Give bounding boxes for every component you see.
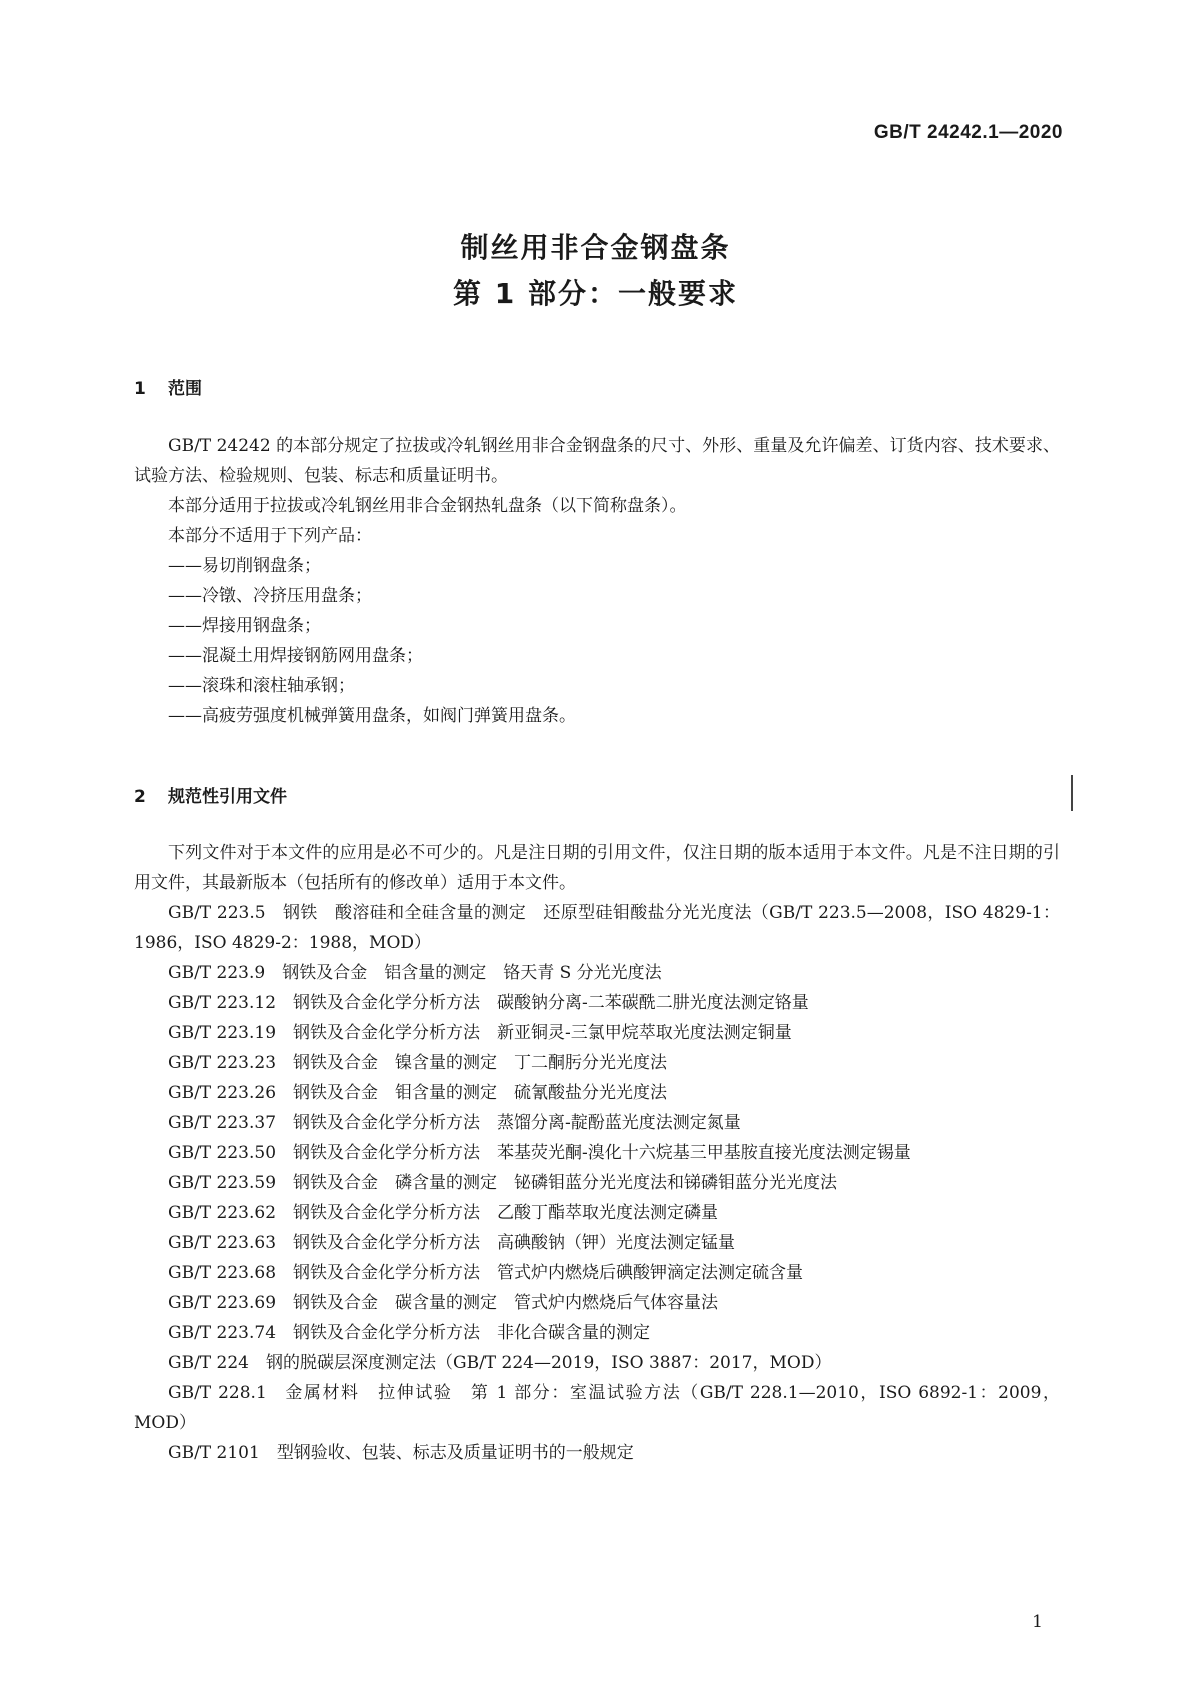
reference-title: 钢铁及合金 铝含量的测定 铬天青 S 分光光度法 [282,963,662,983]
reference-title: 金属材料 拉伸试验 第 1 部分：室温试验方法（GB/T 228.1—2010，ISO 6892-1：2009，MOD） [134,1383,1060,1433]
document-title-line2: 第 1 部分：一般要求 [453,277,738,310]
scope-paragraph: 本部分不适用于下列产品： [168,526,372,546]
reference-title: 钢铁及合金化学分析方法 蒸馏分离-靛酚蓝光度法测定氮量 [293,1113,741,1133]
section-2-title: 规范性引用文件 [168,787,287,807]
reference-item [134,1318,1060,1348]
reference-code: GB/T 223.62 [168,1203,277,1223]
list-item: ——高疲劳强度机械弹簧用盘条，如阀门弹簧用盘条。 [168,706,576,726]
reference-title: 钢铁及合金化学分析方法 乙酸丁酯萃取光度法测定磷量 [293,1203,719,1223]
reference-title: 钢铁及合金化学分析方法 管式炉内燃烧后碘酸钾滴定法测定硫含量 [293,1263,804,1283]
reference-title: 钢铁及合金 碳含量的测定 管式炉内燃烧后气体容量法 [293,1293,719,1313]
reference-item [134,1348,1060,1378]
section-1-heading [134,374,202,399]
list-item: ——混凝土用焊接钢筋网用盘条； [168,646,423,666]
reference-item [134,1168,1060,1198]
reference-code: GB/T 223.26 [168,1083,277,1103]
reference-code: GB/T 223.5 [168,903,266,923]
reference-item [134,1078,1060,1108]
list-item: ——冷镦、冷挤压用盘条； [168,586,372,606]
section-2-heading [134,782,287,807]
list-item: ——焊接用钢盘条； [168,616,321,636]
reference-item [134,1048,1060,1078]
list-item: ——滚珠和滚柱轴承钢； [168,676,355,696]
standard-number: GB/T 24242.1—2020 [873,122,1063,143]
reference-item [134,898,1060,958]
reference-item [134,958,1060,988]
section-2-number: 2 [134,787,146,807]
reference-item [134,1018,1060,1048]
reference-item [134,1198,1060,1228]
list-item: ——易切削钢盘条； [168,556,321,576]
scope-paragraph: GB/T 24242 的本部分规定了拉拔或冷轧钢丝用非合金钢盘条的尺寸、外形、重量及允许偏差、订货内容、技术要求、试验方法、检验规则、包装、标志和质量证明书。 [134,436,1060,486]
reference-title: 钢铁 酸溶硅和全硅含量的测定 还原型硅钼酸盐分光光度法（GB/T 223.5—2008，ISO 4829-1：1986，ISO 4829-2：1988，MOD） [134,903,1060,953]
reference-code: GB/T 223.50 [168,1143,277,1163]
reference-title: 钢铁及合金化学分析方法 新亚铜灵-三氯甲烷萃取光度法测定铜量 [293,1023,792,1043]
page-number: 1 [1032,1612,1043,1632]
references-intro: 下列文件对于本文件的应用是必不可少的。凡是注日期的引用文件，仅注日期的版本适用于本文件。凡是不注日期的引用文件，其最新版本（包括所有的修改单）适用于本文件。 [134,843,1060,893]
margin-change-bar [1071,775,1073,811]
section-1-number: 1 [134,379,146,399]
reference-code: GB/T 224 [168,1353,249,1373]
reference-item [134,1228,1060,1258]
reference-code: GB/T 223.23 [168,1053,277,1073]
reference-code: GB/T 223.19 [168,1023,277,1043]
section-2-body [134,838,1060,1468]
reference-code: GB/T 228.1 [168,1383,267,1403]
reference-title: 钢的脱碳层深度测定法（GB/T 224—2019，ISO 3887：2017，MOD） [266,1353,832,1373]
scope-paragraph: 本部分适用于拉拔或冷轧钢丝用非合金钢热轧盘条（以下简称盘条）。 [168,496,687,516]
reference-code: GB/T 223.74 [168,1323,277,1343]
reference-code: GB/T 223.68 [168,1263,277,1283]
reference-title: 钢铁及合金化学分析方法 苯基荧光酮-溴化十六烷基三甲基胺直接光度法测定锡量 [293,1143,911,1163]
reference-title: 钢铁及合金 磷含量的测定 铋磷钼蓝分光光度法和锑磷钼蓝分光光度法 [293,1173,838,1193]
reference-item [134,1258,1060,1288]
reference-code: GB/T 2101 [168,1443,260,1463]
reference-title: 钢铁及合金化学分析方法 非化合碳含量的测定 [293,1323,651,1343]
reference-item [134,1108,1060,1138]
reference-title: 钢铁及合金化学分析方法 高碘酸钠（钾）光度法测定锰量 [293,1233,736,1253]
reference-code: GB/T 223.69 [168,1293,277,1313]
reference-code: GB/T 223.59 [168,1173,277,1193]
reference-title: 型钢验收、包装、标志及质量证明书的一般规定 [276,1443,634,1463]
reference-item [134,1138,1060,1168]
reference-code: GB/T 223.37 [168,1113,277,1133]
reference-title: 钢铁及合金 钼含量的测定 硫氰酸盐分光光度法 [293,1083,668,1103]
reference-code: GB/T 223.12 [168,993,277,1013]
document-title-line1: 制丝用非合金钢盘条 [460,231,731,264]
reference-code: GB/T 223.63 [168,1233,277,1253]
reference-item [134,988,1060,1018]
section-1-body [134,431,1060,731]
section-1-title: 范围 [168,379,202,399]
reference-title: 钢铁及合金化学分析方法 碳酸钠分离-二苯碳酰二肼光度法测定铬量 [293,993,809,1013]
reference-item [134,1438,1060,1468]
reference-code: GB/T 223.9 [168,963,266,983]
reference-title: 钢铁及合金 镍含量的测定 丁二酮肟分光光度法 [293,1053,668,1073]
reference-item [134,1378,1060,1438]
reference-item [134,1288,1060,1318]
